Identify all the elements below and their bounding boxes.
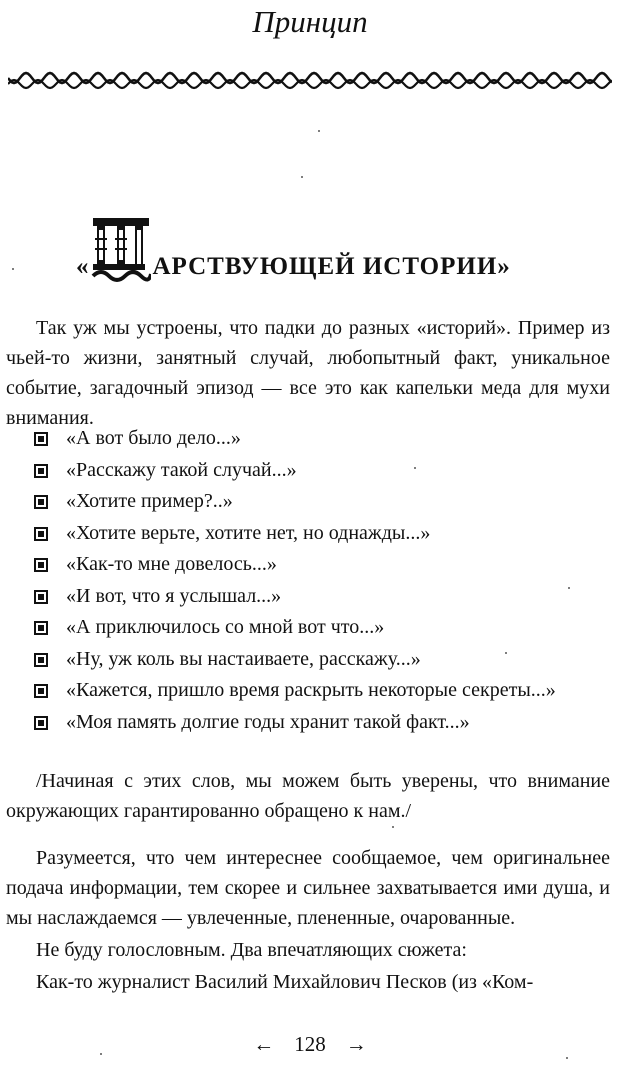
- bullet-box-icon: [34, 716, 48, 730]
- scan-speck: [392, 826, 394, 828]
- paragraph: Как-то журналист Василий Михайлович Песков (из «Ком-: [36, 971, 534, 993]
- bullet-box-icon: [34, 684, 48, 698]
- list-item: «Хотите пример?..»: [34, 486, 610, 518]
- bullet-box-icon: [34, 590, 48, 604]
- note-block: [6, 766, 610, 826]
- list-item: «И вот, что я услышал...»: [34, 581, 610, 613]
- scan-speck: [301, 176, 303, 178]
- arrow-left-icon: ←: [253, 1032, 275, 1056]
- phrase-list: [34, 423, 610, 738]
- drop-cap-letter: [91, 216, 151, 282]
- scan-speck: [318, 130, 320, 132]
- bullet-box-icon: [34, 495, 48, 509]
- paragraph: Не буду голословным. Два впечатляющих сюжета:: [36, 939, 467, 961]
- intro-paragraph-block: [6, 313, 610, 433]
- open-quote: «: [76, 253, 89, 280]
- scan-speck: [12, 268, 14, 270]
- scan-speck: [566, 1057, 568, 1059]
- wave-ornament: [8, 66, 612, 98]
- list-item: «А приключилось со мной вот что...»: [34, 612, 610, 644]
- bullet-box-icon: [34, 653, 48, 667]
- note-paragraph: /Начиная с этих слов, мы можем быть уверены, что внимание окружающих гарантированно обращено к нам./: [6, 770, 610, 822]
- page-footer: [0, 1032, 620, 1057]
- page-number: 128: [294, 1032, 326, 1056]
- main-text: [6, 843, 610, 997]
- list-item: «Моя память долгие годы хранит такой факт...»: [34, 707, 610, 739]
- list-item: «А вот было дело...»: [34, 423, 610, 455]
- scan-speck: [568, 587, 570, 589]
- list-item: «Расскажу такой случай...»: [34, 455, 610, 487]
- chapter-heading: [76, 216, 596, 282]
- close-quote: »: [497, 253, 510, 280]
- scan-speck: [414, 467, 416, 469]
- paragraph: Разумеется, что чем интереснее сообщаемое, чем оригинальнее подача информации, тем скорее и сильнее захватывается ими душа, и мы наслаждаемся — увлеченные, плененные, очарованные.: [6, 847, 610, 929]
- chapter-title: АРСТВУЮЩЕЙ ИСТОРИИ: [152, 253, 498, 280]
- intro-paragraph: Так уж мы устроены, что падки до разных «историй». Пример из чьей-то жизни, занятный случай, любопытный факт, уникальное событие, загадочный эпизод — все это как капельки меда для мухи внимания.: [6, 317, 610, 429]
- list-item: «Кажется, пришло время раскрыть некоторые секреты...»: [34, 675, 610, 707]
- scan-speck: [505, 652, 507, 654]
- bullet-box-icon: [34, 464, 48, 478]
- bullet-box-icon: [34, 432, 48, 446]
- bullet-box-icon: [34, 527, 48, 541]
- running-title: Принцип: [252, 4, 368, 39]
- list-item: «Как-то мне довелось...»: [34, 549, 610, 581]
- bullet-box-icon: [34, 558, 48, 572]
- arrow-right-icon: →: [345, 1032, 367, 1056]
- list-item: «Ну, уж коль вы настаиваете, расскажу...»: [34, 644, 610, 676]
- scan-speck: [100, 1053, 102, 1055]
- list-item: «Хотите верьте, хотите нет, но однажды...»: [34, 518, 610, 550]
- bullet-box-icon: [34, 621, 48, 635]
